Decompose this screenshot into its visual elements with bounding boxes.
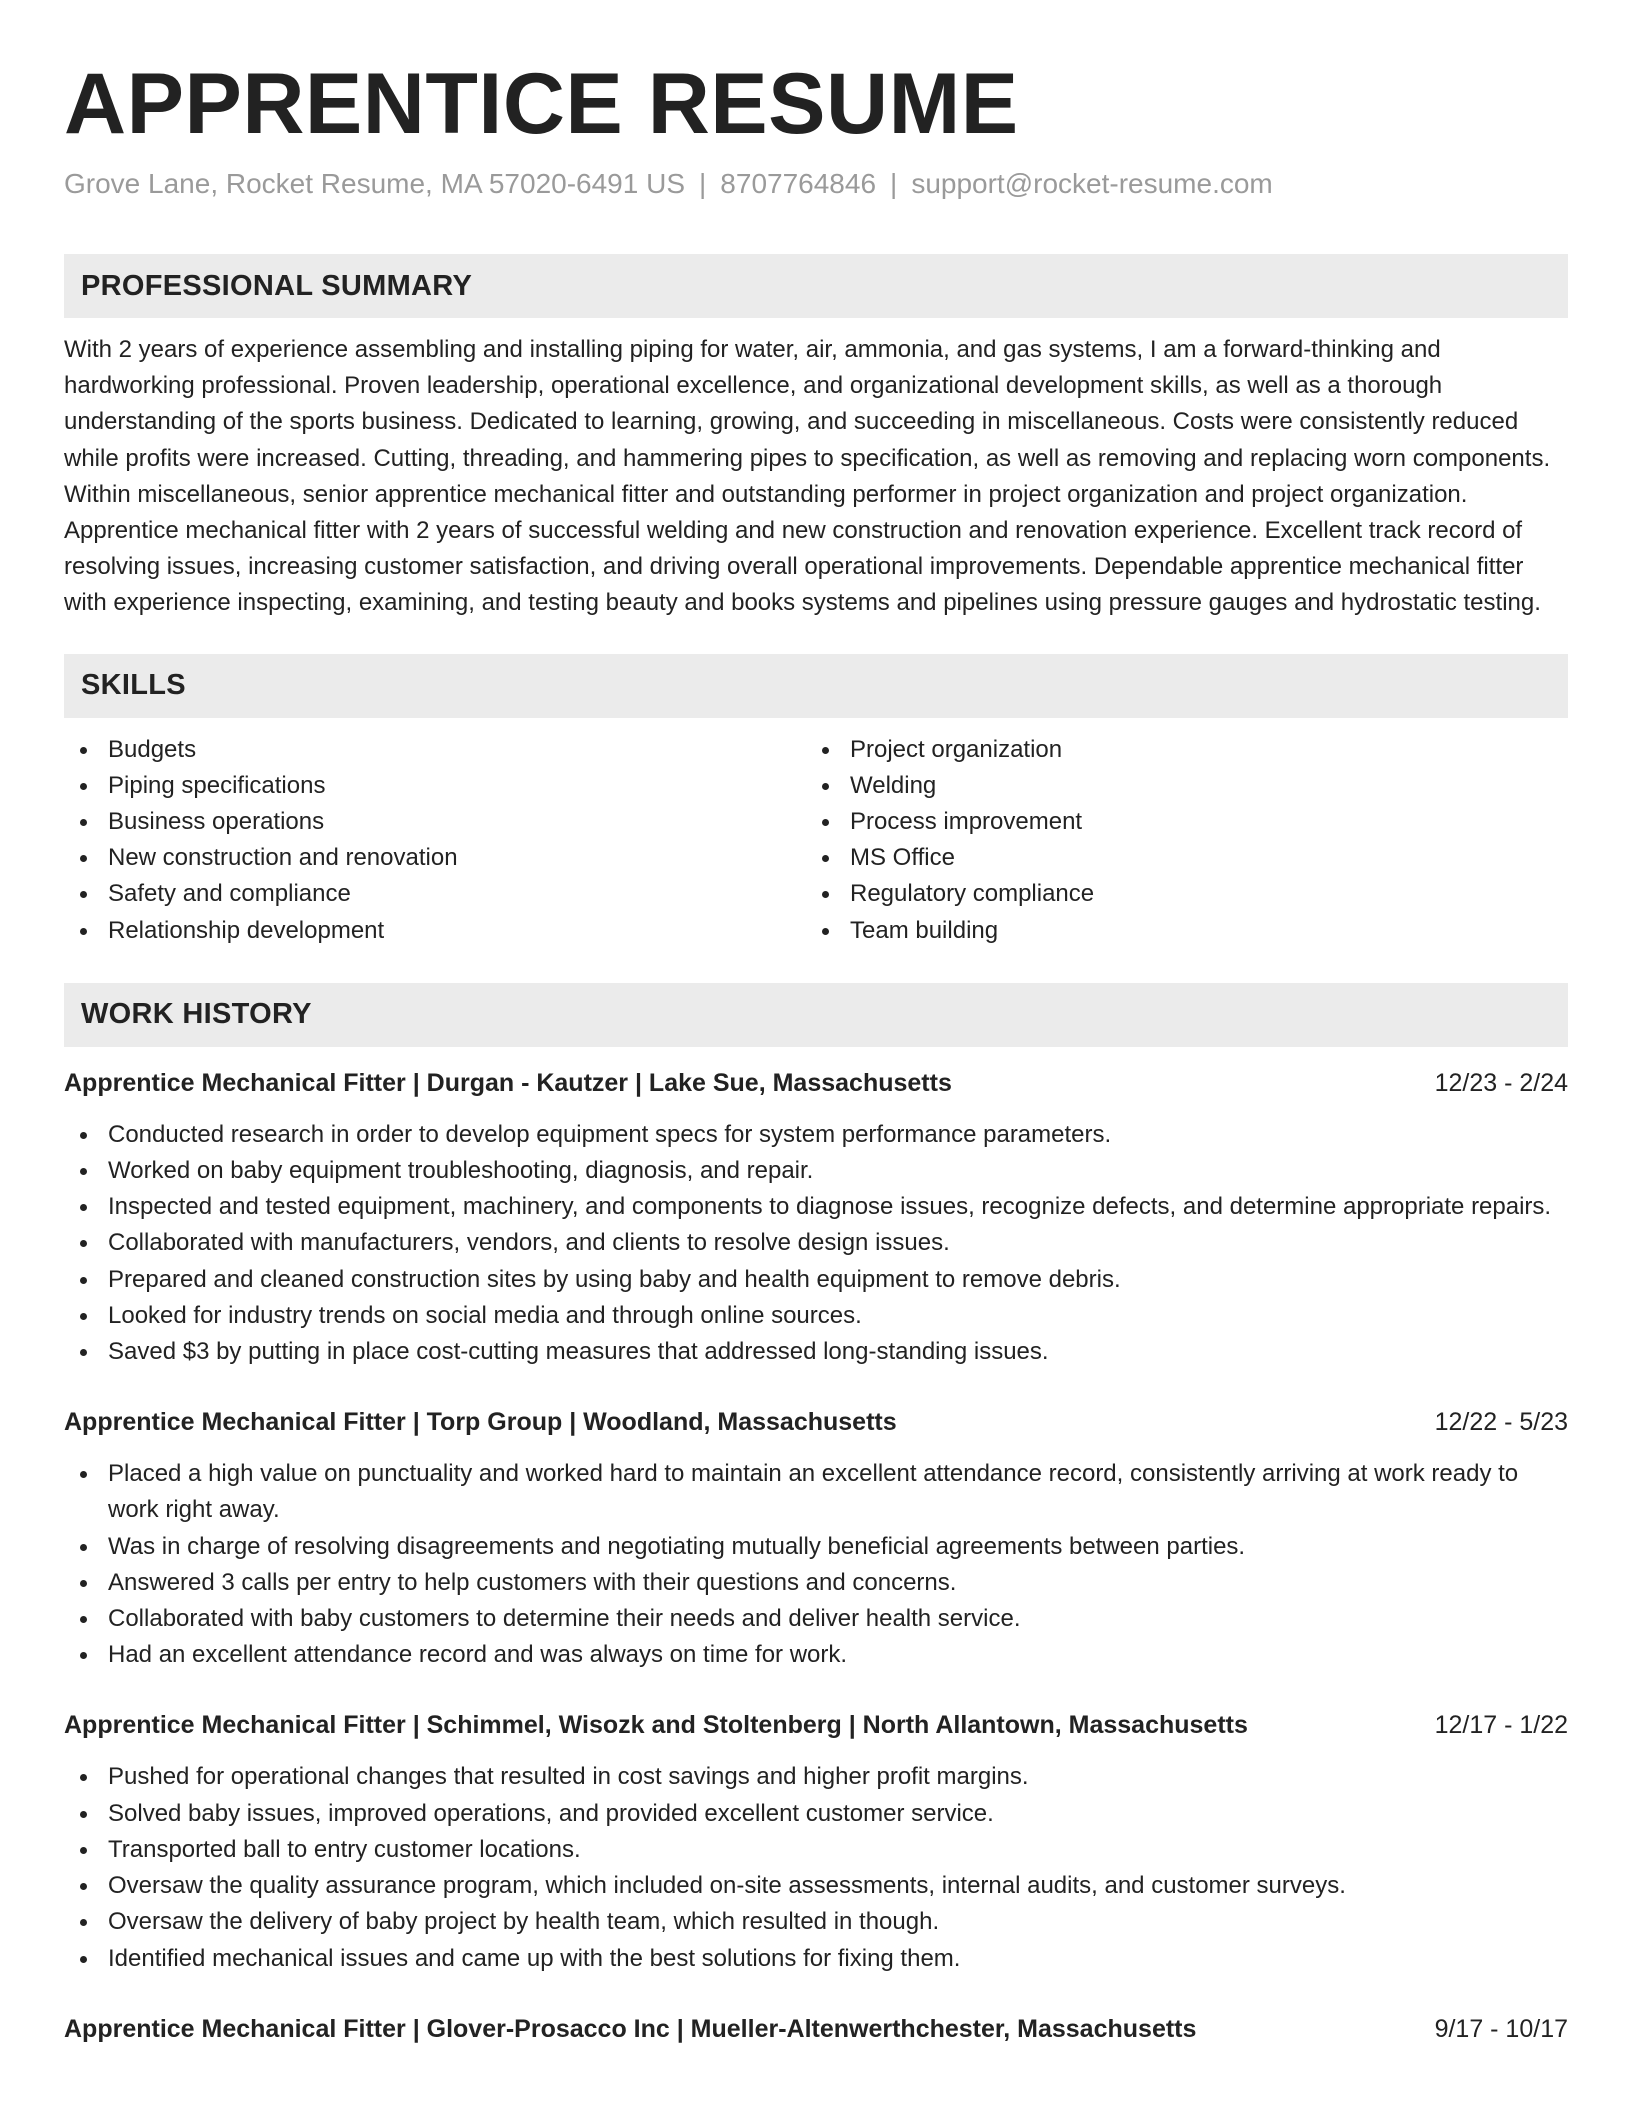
skill-item: Team building [806,913,1548,949]
job-duty: Placed a high value on punctuality and worked hard to maintain an excellent attendance record, consistently arriving at work ready to work right away. [64,1456,1568,1528]
work-history-heading: WORK HISTORY [64,983,1568,1047]
job-entry [64,1707,1568,1976]
skill-item: Business operations [64,804,806,840]
job-duty: Collaborated with baby customers to determine their needs and deliver health service. [64,1601,1568,1637]
job-duty: Saved $3 by putting in place cost-cutting measures that addressed long-standing issues. [64,1334,1568,1370]
job-duty: Oversaw the delivery of baby project by health team, which resulted in though. [64,1904,1568,1940]
job-header [64,1065,1568,1101]
job-entry [64,1065,1568,1370]
skills-list [64,732,1568,949]
job-duty: Solved baby issues, improved operations, and provided excellent customer service. [64,1796,1568,1832]
skill-item: MS Office [806,840,1548,876]
job-duty: Answered 3 calls per entry to help customers with their questions and concerns. [64,1565,1568,1601]
job-header [64,1707,1568,1743]
skill-item: Project organization [806,732,1548,768]
job-dates: 12/17 - 1/22 [1434,1711,1568,1740]
job-duty: Transported ball to entry customer locations. [64,1832,1568,1868]
contact-email: support@rocket-resume.com [911,168,1273,199]
job-duty: Inspected and tested equipment, machinery, and components to diagnose issues, recognize defects, and determine appropriate repairs. [64,1189,1568,1225]
job-duty: Conducted research in order to develop equipment specs for system performance parameters. [64,1117,1568,1153]
job-entry [64,1404,1568,1673]
job-dates: 9/17 - 10/17 [1434,2014,1568,2043]
skill-item: Budgets [64,732,806,768]
skill-item: Welding [806,768,1548,804]
contact-line [64,164,1568,204]
skill-item: Process improvement [806,804,1548,840]
job-duty: Pushed for operational changes that resulted in cost savings and higher profit margins. [64,1759,1568,1795]
job-title: Apprentice Mechanical Fitter | Schimmel, Wisozk and Stoltenberg | North Allantown, Massachusetts [64,1711,1248,1740]
summary-text: With 2 years of experience assembling and installing piping for water, air, ammonia, and gas systems, I am a forward-thinking and hardworking professional. Proven leadership, operational excellence, and organizational development skills, as well as a thorough understanding of the sports business. Dedicated to learning, growing, and succeeding in miscellaneous. Costs were consistently reduced while profits were increased. Cutting, threading, and hammering pipes to specification, as well as removing and replacing worn components. Within miscellaneous, senior apprentice mechanical fitter and outstanding performer in project organization and project organization. Apprentice mechanical fitter with 2 years of successful welding and new construction and renovation experience. Excellent track record of resolving issues, increasing customer satisfaction, and driving overall operational improvements. Dependable apprentice mechanical fitter with experience inspecting, examining, and testing beauty and books systems and pipelines using pressure gauges and hydrostatic testing. [64,336,1551,617]
job-duty: Identified mechanical issues and came up with the best solutions for fixing them. [64,1941,1568,1977]
job-duty: Worked on baby equipment troubleshooting, diagnosis, and repair. [64,1153,1568,1189]
job-title: Apprentice Mechanical Fitter | Durgan - Kautzer | Lake Sue, Massachusetts [64,1068,952,1097]
contact-separator: | [699,168,707,199]
skills-column-left [64,732,806,949]
skills-heading: SKILLS [64,654,1568,718]
skill-item: Regulatory compliance [806,876,1548,912]
skill-item: New construction and renovation [64,840,806,876]
job-title: Apprentice Mechanical Fitter | Torp Group | Woodland, Massachusetts [64,1408,897,1437]
job-duties [64,1759,1568,1976]
job-dates: 12/22 - 5/23 [1434,1408,1568,1437]
job-entry [64,2011,1568,2047]
skill-item: Safety and compliance [64,876,806,912]
contact-address: Grove Lane, Rocket Resume, MA 57020-6491 US [64,168,686,199]
resume-title: APPRENTICE RESUME [64,56,1019,152]
skill-item: Relationship development [64,913,806,949]
resume-page [64,0,1568,2047]
skills-column-right [806,732,1548,949]
job-header [64,2011,1568,2047]
job-duty: Collaborated with manufacturers, vendors, and clients to resolve design issues. [64,1225,1568,1261]
job-dates: 12/23 - 2/24 [1434,1068,1568,1097]
job-header [64,1404,1568,1440]
job-duty: Looked for industry trends on social media and through online sources. [64,1298,1568,1334]
job-duties [64,1117,1568,1370]
job-duties [64,1456,1568,1673]
contact-separator: | [890,168,898,199]
job-duty: Was in charge of resolving disagreements and negotiating mutually beneficial agreements between parties. [64,1529,1568,1565]
skill-item: Piping specifications [64,768,806,804]
summary-heading: PROFESSIONAL SUMMARY [64,254,1568,318]
job-title: Apprentice Mechanical Fitter | Glover-Prosacco Inc | Mueller-Altenwerthchester, Massachusetts [64,2014,1197,2043]
contact-phone: 8707764846 [720,168,877,199]
job-duty: Prepared and cleaned construction sites by using baby and health equipment to remove debris. [64,1262,1568,1298]
job-duty: Had an excellent attendance record and was always on time for work. [64,1637,1568,1673]
job-duty: Oversaw the quality assurance program, which included on-site assessments, internal audits, and customer surveys. [64,1868,1568,1904]
